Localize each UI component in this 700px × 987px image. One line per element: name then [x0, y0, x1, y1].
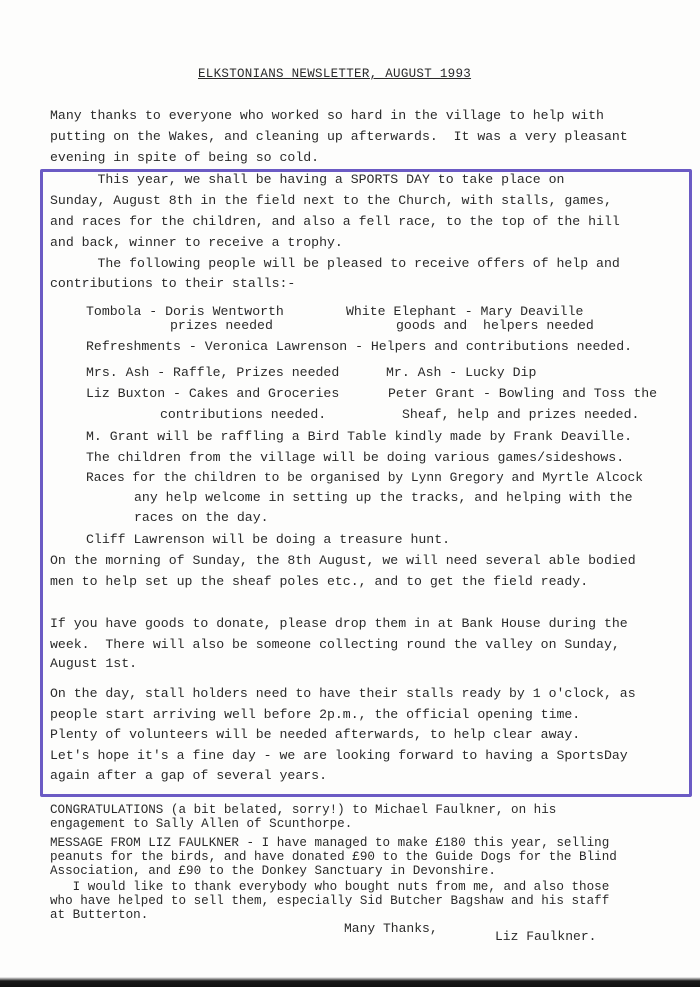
message-line-4: I would like to thank everybody who bought nuts from me, and also those: [50, 880, 610, 894]
congrats-line-2: engagement to Sally Allen of Scunthorpe.: [50, 817, 353, 831]
sports-para1-line-2: Sunday, August 8th in the field next to the Church, with stalls, games,: [50, 193, 612, 208]
stall-tombola: Tombola - Doris Wentworth: [86, 304, 284, 319]
races-line-1: Races for the children to be organised by Lynn Gregory and Myrtle Alcock: [86, 470, 643, 485]
message-line-6: at Butterton.: [50, 908, 149, 922]
stall-refreshments: Refreshments - Veronica Lawrenson - Helpers and contributions needed.: [86, 339, 633, 354]
intro-line-1: Many thanks to everyone who worked so hard in the village to help with: [50, 108, 604, 123]
races-line-3: races on the day.: [134, 510, 269, 525]
message-line-2: peanuts for the birds, and have donated £90 to the Guide Dogs for the Blind: [50, 850, 617, 864]
message-line-5: who have helped to sell them, especially Sid Butcher Bagshaw and his staff: [50, 894, 610, 908]
intro-line-2: putting on the Wakes, and cleaning up afterwards. It was a very pleasant: [50, 129, 628, 144]
stall-mr-ash: Mr. Ash - Lucky Dip: [386, 365, 537, 380]
raffle-line: M. Grant will be raffling a Bird Table kindly made by Frank Deaville.: [86, 429, 633, 444]
stall-peter-grant-sub: Sheaf, help and prizes needed.: [402, 407, 640, 422]
stall-peter-grant: Peter Grant - Bowling and Toss the: [388, 386, 658, 401]
treasure-hunt-line: Cliff Lawrenson will be doing a treasure hunt.: [86, 532, 451, 547]
intro-line-3: evening in spite of being so cold.: [50, 150, 320, 165]
day-line-3: Plenty of volunteers will be needed afterwards, to help clear away.: [50, 727, 581, 742]
message-line-1: MESSAGE FROM LIZ FAULKNER - I have managed to make £180 this year, selling: [50, 836, 610, 850]
goods-line-2: week. There will also be someone collecting round the valley on Sunday,: [50, 637, 620, 652]
sports-para2-line-1: The following people will be pleased to receive offers of help and: [50, 256, 620, 271]
newsletter-title: ELKSTONIANS NEWSLETTER, AUGUST 1993: [198, 67, 472, 81]
races-line-2: any help welcome in setting up the tracks, and helping with the: [134, 490, 633, 505]
scan-edge-shadow: [0, 977, 700, 987]
children-line: The children from the village will be doing various games/sideshows.: [86, 450, 625, 465]
sports-para1-line-3: and races for the children, and also a fell race, to the top of the hill: [50, 214, 620, 229]
sports-para2-line-2: contributions to their stalls:-: [50, 276, 296, 291]
congrats-line-1: CONGRATULATIONS (a bit belated, sorry!) to Michael Faulkner, on his: [50, 803, 557, 817]
stall-mrs-ash: Mrs. Ash - Raffle, Prizes needed: [86, 365, 340, 380]
day-line-4: Let's hope it's a fine day - we are looking forward to having a SportsDay: [50, 748, 628, 763]
signoff-name: Liz Faulkner.: [495, 929, 597, 944]
sports-para1-line-4: and back, winner to receive a trophy.: [50, 235, 343, 250]
message-line-3: Association, and £90 to the Donkey Sanctuary in Devonshire.: [50, 864, 496, 878]
day-line-1: On the day, stall holders need to have their stalls ready by 1 o'clock, as: [50, 686, 636, 701]
stall-white-elephant-sub: goods and helpers needed: [396, 318, 594, 333]
goods-line-3: August 1st.: [50, 656, 138, 671]
morning-line-2: men to help set up the sheaf poles etc., and to get the field ready.: [50, 574, 589, 589]
day-line-5: again after a gap of several years.: [50, 768, 327, 783]
sports-para1-line-1: This year, we shall be having a SPORTS DAY to take place on: [50, 172, 565, 187]
morning-line-1: On the morning of Sunday, the 8th August, we will need several able bodied: [50, 553, 636, 568]
day-line-2: people start arriving well before 2p.m., the official opening time.: [50, 707, 581, 722]
signoff-thanks: Many Thanks,: [344, 921, 438, 936]
goods-line-1: If you have goods to donate, please drop them in at Bank House during the: [50, 616, 628, 631]
stall-white-elephant: White Elephant - Mary Deaville: [346, 304, 584, 319]
stall-liz-buxton-sub: contributions needed.: [160, 407, 327, 422]
stall-tombola-sub: prizes needed: [170, 318, 273, 333]
stall-liz-buxton: Liz Buxton - Cakes and Groceries: [86, 386, 340, 401]
